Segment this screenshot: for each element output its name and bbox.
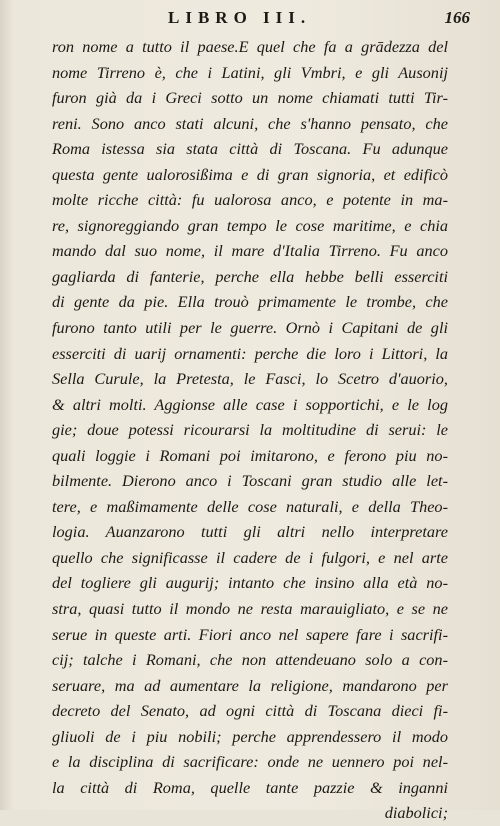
text-line: furon già da i Greci sotto un nome chiamati tutti Tir- bbox=[52, 88, 448, 108]
text-line: bilmente. Dierono anco i Toscani gran studio alle let- bbox=[52, 471, 448, 491]
text-line: reni. Sono anco stati alcuni, che s'hanno pensato, che bbox=[52, 113, 448, 133]
text-line: molte ricche città: fu ualorosa anco, e potente in ma- bbox=[52, 190, 448, 210]
text-line: gliuoli de i piu nobili; perche apprendessero il modo bbox=[52, 726, 448, 746]
text-line: e la disciplina di sacrificare: onde ne uennero poi nel- bbox=[52, 752, 448, 772]
text-line: del togliere gli augurij; intanto che insino alla età no- bbox=[52, 573, 448, 593]
text-line: logia. Auanzarono tutti gli altri nello interpretare bbox=[52, 522, 448, 542]
text-line: gie; doue potessi ricourarsi la moltitudine di serui: le bbox=[52, 420, 448, 440]
text-line: quello che significasse il cadere de i fulgori, e nel arte bbox=[52, 547, 448, 567]
text-line: re, signoreggiando gran tempo le cose maritime, e chia bbox=[52, 215, 448, 235]
body-text bbox=[52, 34, 448, 826]
text-line: stra, quasi tutto il mondo ne resta marauigliato, e se ne bbox=[52, 599, 448, 619]
text-line: quali loggie i Romani poi imitarono, e ferono piu no- bbox=[52, 445, 448, 465]
text-line: serue in queste arti. Fiori anco nel sapere fare i sacrifi- bbox=[52, 624, 448, 644]
text-line: ron nome a tutto il paese.E quel che fa a grādezza del bbox=[52, 37, 448, 56]
text-line: questa gente ualorosißima e di gran signoria, et edificò bbox=[52, 164, 448, 184]
text-line: & altri molti. Aggionse alle case i sopportichi, e le log bbox=[52, 394, 448, 414]
text-line: Sella Curule, la Pretesta, le Fasci, lo Scetro d'auorio, bbox=[52, 369, 448, 389]
text-line: nome Tirreno è, che i Latini, gli Vmbri, e gli Ausonij bbox=[52, 62, 448, 82]
text-line: cij; talche i Romani, che non attendeuano solo a con- bbox=[52, 650, 448, 670]
text-line: gagliarda di fanterie, perche ella hebbe belli esserciti bbox=[52, 266, 448, 286]
running-title: LIBRO III. bbox=[168, 8, 312, 27]
text-line: furono tanto utili per le guerre. Ornò i Capitani de gli bbox=[52, 318, 448, 338]
text-line: seruare, ma ad aumentare la religione, mandarono per bbox=[52, 675, 448, 695]
text-line: mando dal suo nome, il mare d'Italia Tirreno. Fu anco bbox=[52, 241, 448, 261]
page-number: 166 bbox=[444, 8, 470, 27]
text-line: tere, e maßimamente delle cose naturali, e della Theo- bbox=[52, 496, 448, 516]
text-line: di gente da pie. Ella trouò primamente le trombe, che bbox=[52, 292, 448, 312]
page-header bbox=[0, 6, 500, 34]
text-line: diabolici; bbox=[384, 803, 448, 823]
text-line: esserciti di uarij ornamenti: perche die loro i Littori, la bbox=[52, 343, 448, 363]
text-line: Roma istessa sia stata città di Toscana. Fu adunque bbox=[52, 139, 448, 159]
text-line: la città di Roma, quelle tante pazzie & inganni bbox=[52, 777, 448, 797]
text-line: decreto del Senato, ad ogni città di Toscana dieci fi- bbox=[52, 701, 448, 721]
